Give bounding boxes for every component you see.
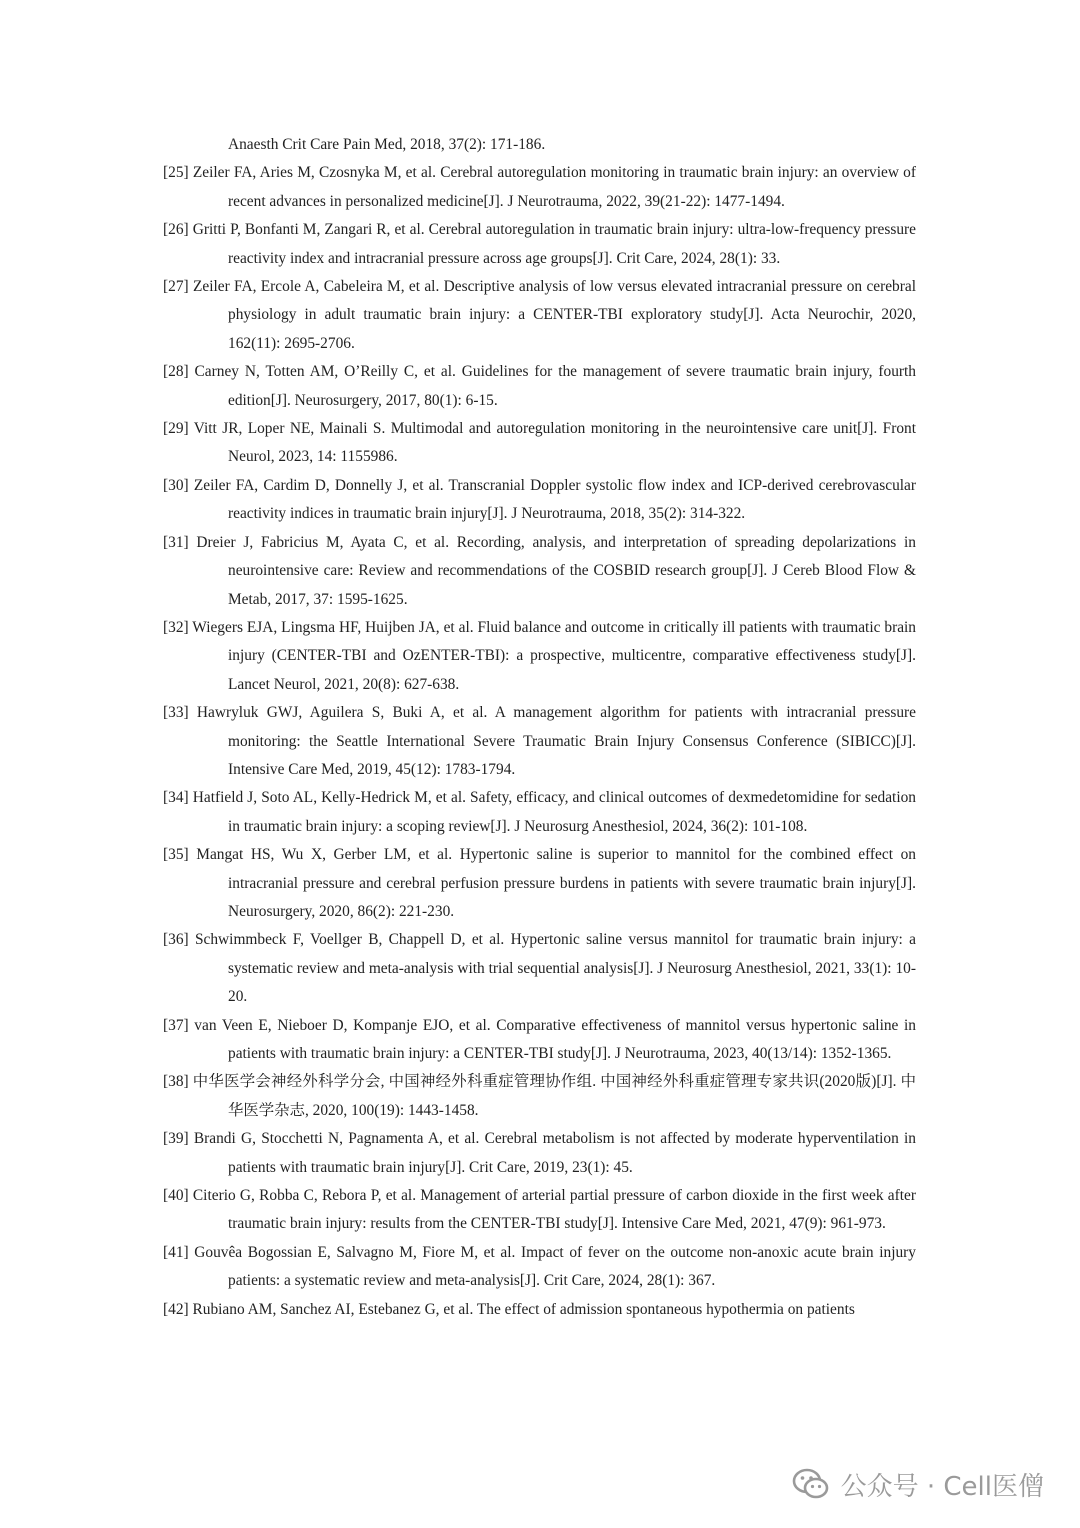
reference-item: Anaesth Crit Care Pain Med, 2018, 37(2): 171-186.	[228, 136, 546, 153]
wechat-icon	[791, 1464, 831, 1504]
reference-item: [30] Zeiler FA, Cardim D, Donnelly J, et al. Transcranial Doppler systolic flow index and ICP-derived cerebrovascular reactivity indices in traumatic brain injury[J]. J Neurotrauma, 2018, 35(2): 314-322.	[163, 476, 916, 523]
reference-item: [31] Dreier J, Fabricius M, Ayata C, et al. Recording, analysis, and interpretation of spreading depolarizations in neurointensive care: Review and recommendations of the COSBID research group[J]. J Cereb Blood Flow & Metab, 2017, 37: 1595-1625.	[163, 533, 916, 608]
reference-item: [40] Citerio G, Robba C, Rebora P, et al. Management of arterial partial pressure of carbon dioxide in the first week after traumatic brain injury: results from the CENTER-TBI study[J]. Intensive Care Med, 2021, 47(9): 961-973.	[163, 1187, 916, 1233]
reference-item: [33] Hawryluk GWJ, Aguilera S, Buki A, et al. A management algorithm for patients with intracranial pressure monitoring: the Seattle International Severe Traumatic Brain Injury Consensus Conference (SIBICC)[J]. Intensive Care Med, 2019, 45(12): 1783-1794.	[163, 704, 916, 778]
reference-item: [39] Brandi G, Stocchetti N, Pagnamenta A, et al. Cerebral metabolism is not affected by moderate hyperventilation in patients with traumatic brain injury[J]. Crit Care, 2019, 23(1): 45.	[163, 1130, 916, 1176]
reference-item: [29] Vitt JR, Loper NE, Mainali S. Multimodal and autoregulation monitoring in the neurointensive care unit[J]. Front Neurol, 2023, 14: 1155986.	[163, 420, 916, 466]
reference-item: [25] Zeiler FA, Aries M, Czosnyka M, et al. Cerebral autoregulation monitoring in traumatic brain injury: an overview of recent advances in personalized medicine[J]. J Neurotrauma, 2022, 39(21-22): 1477-1494.	[163, 164, 916, 210]
reference-item: [35] Mangat HS, Wu X, Gerber LM, et al. Hypertonic saline is superior to mannitol for the combined effect on intracranial pressure and cerebral perfusion pressure burdens in patients with severe traumatic brain injury[J]. Neurosurgery, 2020, 86(2): 221-230.	[163, 846, 916, 920]
reference-item: [37] van Veen E, Nieboer D, Kompanje EJO, et al. Comparative effectiveness of mannitol versus hypertonic saline in patients with traumatic brain injury: a CENTER-TBI study[J]. J Neurotrauma, 2023, 40(13/14): 1352-1365.	[163, 1016, 916, 1062]
reference-item: [36] Schwimmbeck F, Voellger B, Chappell D, et al. Hypertonic saline versus mannitol for traumatic brain injury: a systematic review and meta-analysis with trial sequential analysis[J]. J Neurosurg Anesthesiol, 2021, 33(1): 10-20.	[163, 931, 916, 1006]
watermark-text: 公众号 · Cell医僧	[840, 1471, 1044, 1502]
reference-item: [26] Gritti P, Bonfanti M, Zangari R, et al. Cerebral autoregulation in traumatic brain injury: ultra-low-frequency pressure reactivity index and intracranial pressure across age groups[J]. Crit Care, 2024, 28(1): 33.	[163, 221, 916, 267]
reference-item: [34] Hatfield J, Soto AL, Kelly-Hedrick M, et al. Safety, efficacy, and clinical outcomes of dexmedetomidine for sedation in traumatic brain injury: a scoping review[J]. J Neurosurg Anesthesiol, 2024, 36(2): 101-108.	[163, 789, 916, 835]
reference-item: [41] Gouvêa Bogossian E, Salvagno M, Fiore M, et al. Impact of fever on the outcome non-anoxic acute brain injury patients: a systematic review and meta-analysis[J]. Crit Care, 2024, 28(1): 367.	[163, 1243, 916, 1290]
reference-item: [27] Zeiler FA, Ercole A, Cabeleira M, et al. Descriptive analysis of low versus elevated intracranial pressure on cerebral physiology in adult traumatic brain injury: a CENTER-TBI exploratory study[J]. Acta Neurochir, 2020, 162(11): 2695-2706.	[163, 278, 916, 352]
reference-item: [38] 中华医学会神经外科学分会, 中国神经外科重症管理协作组. 中国神经外科重症管理专家共识(2020版)[J]. 中华医学杂志, 2020, 100(19): 1443-1458.	[163, 1073, 916, 1119]
reference-item: [28] Carney N, Totten AM, O’Reilly C, et al. Guidelines for the management of severe traumatic brain injury, fourth edition[J]. Neurosurgery, 2017, 80(1): 6-15.	[163, 363, 916, 409]
reference-item: [42] Rubiano AM, Sanchez AI, Estebanez G, et al. The effect of admission spontaneous hypothermia on patients	[163, 1300, 855, 1318]
reference-item: [32] Wiegers EJA, Lingsma HF, Huijben JA, et al. Fluid balance and outcome in critically ill patients with traumatic brain injury (CENTER-TBI and OzENTER-TBI): a prospective, multicentre, comparative effectiveness study[J]. Lancet Neurol, 2021, 20(8): 627-638.	[163, 618, 916, 693]
reference-list	[163, 131, 916, 1324]
watermark	[791, 1464, 1044, 1504]
